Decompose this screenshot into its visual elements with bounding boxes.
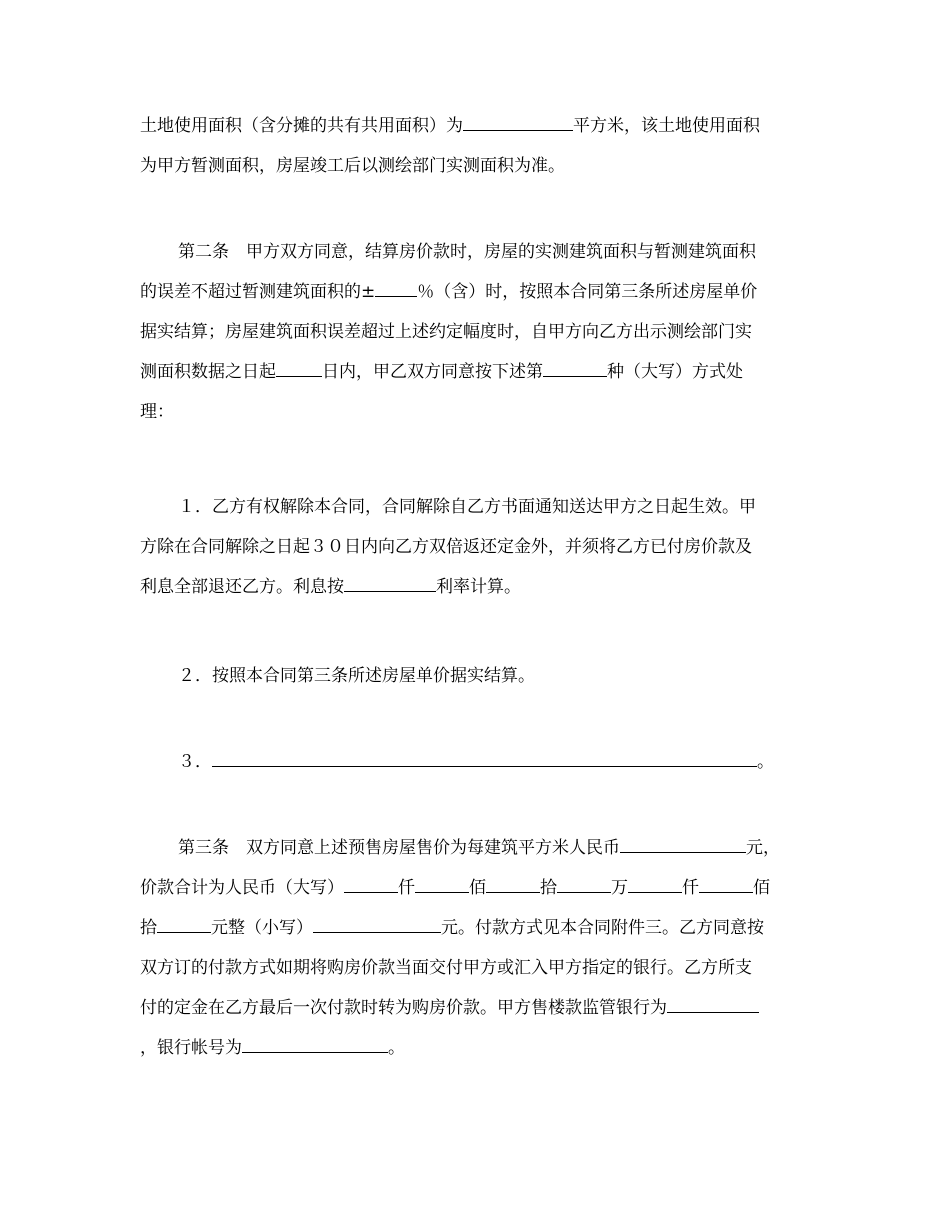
area-line-2: 为甲方暂测面积，房屋竣工后以测绘部门实测面积为准。 [140, 156, 565, 176]
option-2-line: ２．按照本合同第三条所述房屋单价据实结算。 [178, 666, 535, 686]
blank-unit-price[interactable] [620, 834, 746, 853]
blank-amount-2[interactable] [415, 874, 469, 893]
blank-bank-account[interactable] [242, 1034, 388, 1053]
article-2-line-5: 理： [140, 402, 174, 422]
article-3-line-2: 价款合计为人民币（大写） 仟 佰 拾 万 仟 佰 [140, 868, 820, 908]
blank-land-area[interactable] [463, 112, 573, 131]
blank-option-number[interactable] [543, 358, 607, 377]
option-1-line-2: 方除在合同解除之日起３０日内向乙方双倍返还定金外，并须将乙方已付房价款及 [140, 537, 752, 557]
blank-amount-5[interactable] [628, 874, 682, 893]
article-2-line-2: 的误差不超过暂测建筑面积的± ％（含）时，按照本合同第三条所述房屋单价 [140, 272, 820, 312]
option-1-line-1: １．乙方有权解除本合同，合同解除自乙方书面通知送达甲方之日起生效。甲 [178, 497, 756, 517]
blank-days[interactable] [276, 358, 322, 377]
blank-amount-6[interactable] [699, 874, 753, 893]
blank-amount-7[interactable] [157, 914, 211, 933]
blank-supervising-bank[interactable] [667, 994, 759, 1013]
area-line-1: 土地使用面积（含分摊的共有共用面积）为 平方米，该土地使用面积 [140, 106, 820, 146]
option-1-line-3: 利息全部退还乙方。利息按 利率计算。 [140, 567, 820, 607]
blank-error-percent[interactable] [375, 278, 417, 297]
article-2-line-4: 测面积数据之日起 日内，甲乙双方同意按下述第 种（大写）方式处 [140, 352, 820, 392]
blank-amount-1[interactable] [344, 874, 398, 893]
article-2-line-1: 第二条 甲方双方同意，结算房价款时，房屋的实测建筑面积与暂测建筑面积 [178, 242, 756, 262]
option-3-line: ３． 。 [178, 742, 820, 782]
blank-amount-4[interactable] [557, 874, 611, 893]
article-3-line-1: 第三条 双方同意上述预售房屋售价为每建筑平方米人民币 元， [178, 828, 820, 868]
blank-amount-numeric[interactable] [313, 914, 441, 933]
article-2-line-3: 据实结算；房屋建筑面积误差超过上述约定幅度时，自甲方向乙方出示测绘部门实 [140, 322, 752, 342]
article-3-line-4: 双方订的付款方式如期将购房价款当面交付甲方或汇入甲方指定的银行。乙方所支 [140, 958, 752, 978]
blank-interest-rate[interactable] [344, 573, 436, 592]
article-3-line-6: ，银行帐号为 。 [140, 1028, 820, 1068]
article-3-line-3: 拾 元整（小写） 元。付款方式见本合同附件三。乙方同意按 [140, 908, 820, 948]
blank-other-option[interactable] [212, 748, 757, 767]
blank-amount-3[interactable] [486, 874, 540, 893]
article-3-line-5: 付的定金在乙方最后一次付款时转为购房价款。甲方售楼款监管银行为 [140, 988, 820, 1028]
